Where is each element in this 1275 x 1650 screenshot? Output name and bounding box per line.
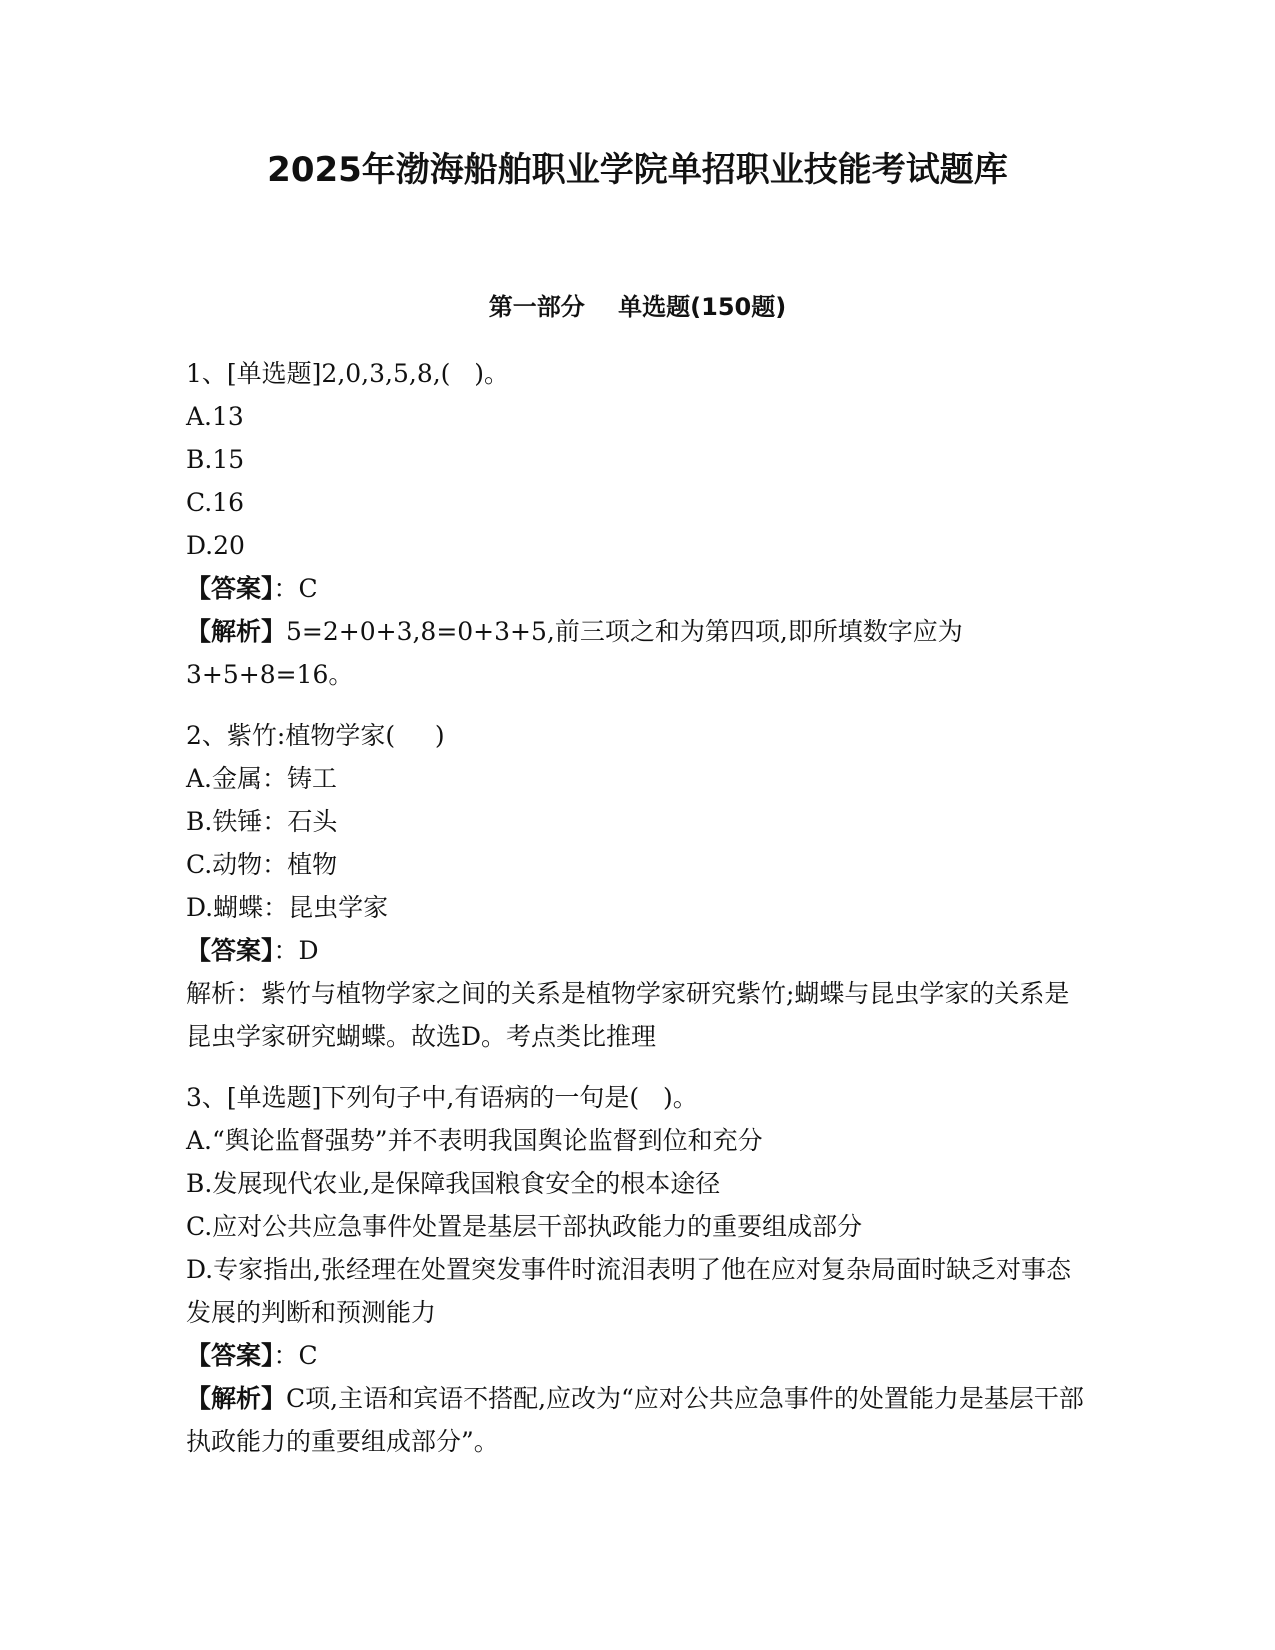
answer-label: 【答案】 (186, 574, 274, 603)
question-item (186, 714, 1086, 1058)
answer-value: ：C (273, 574, 318, 603)
option-a: A.13 (186, 402, 244, 431)
answer-label: 【答案】 (186, 1341, 274, 1370)
option-b: B.15 (186, 445, 245, 474)
analysis-label: 【解析】 (186, 1384, 287, 1413)
answer-label: 【答案】 (186, 936, 274, 965)
option-a: A.“舆论监督强势”并不表明我国舆论监督到位和充分 (186, 1126, 763, 1155)
option-a: A.金属：铸工 (186, 764, 338, 793)
option-d: D.蝴蝶：昆虫学家 (186, 893, 389, 922)
analysis-line (186, 610, 1086, 696)
question-stem: 1、[单选题]2,0,3,5,8,( )。 (186, 359, 510, 388)
answer-line (186, 567, 1086, 610)
option-b: B.铁锤：石头 (186, 807, 338, 836)
analysis-line (186, 1377, 1086, 1463)
option-c: C.16 (186, 488, 244, 517)
option-d: D.20 (186, 531, 245, 560)
answer-line (186, 929, 1086, 972)
option-d: D.专家指出,张经理在处置突发事件时流泪表明了他在应对复杂局面时缺乏对事态发展的判断和预测能力 (186, 1255, 1072, 1327)
analysis-text: 解析：紫竹与植物学家之间的关系是植物学家研究紫竹;蝴蝶与昆虫学家的关系是昆虫学家研究蝴蝶。故选D。考点类比推理 (186, 979, 1070, 1051)
analysis-text: C项,主语和宾语不搭配,应改为“应对公共应急事件的处置能力是基层干部执政能力的重要组成部分”。 (186, 1384, 1084, 1456)
question-item (186, 1076, 1086, 1463)
document-title: 2025年渤海船舶职业学院单招职业技能考试题库 (267, 150, 1008, 190)
question-stem: 3、[单选题]下列句子中,有语病的一句是( )。 (186, 1083, 698, 1112)
option-c: C.应对公共应急事件处置是基层干部执政能力的重要组成部分 (186, 1212, 863, 1241)
section-title: 第一部分 单选题(150题) (488, 293, 787, 321)
answer-value: ：D (273, 936, 319, 965)
question-item (186, 352, 1086, 696)
analysis-label: 【解析】 (186, 617, 287, 646)
question-stem: 2、紫竹:植物学家( ) (186, 721, 445, 750)
answer-line (186, 1334, 1086, 1377)
answer-value: ：C (273, 1341, 318, 1370)
option-c: C.动物：植物 (186, 850, 338, 879)
option-b: B.发展现代农业,是保障我国粮食安全的根本途径 (186, 1169, 721, 1198)
analysis-text: 5=2+0+3,8=0+3+5,前三项之和为第四项,即所填数字应为3+5+8=16。 (186, 617, 963, 689)
question-list (186, 352, 1086, 1481)
